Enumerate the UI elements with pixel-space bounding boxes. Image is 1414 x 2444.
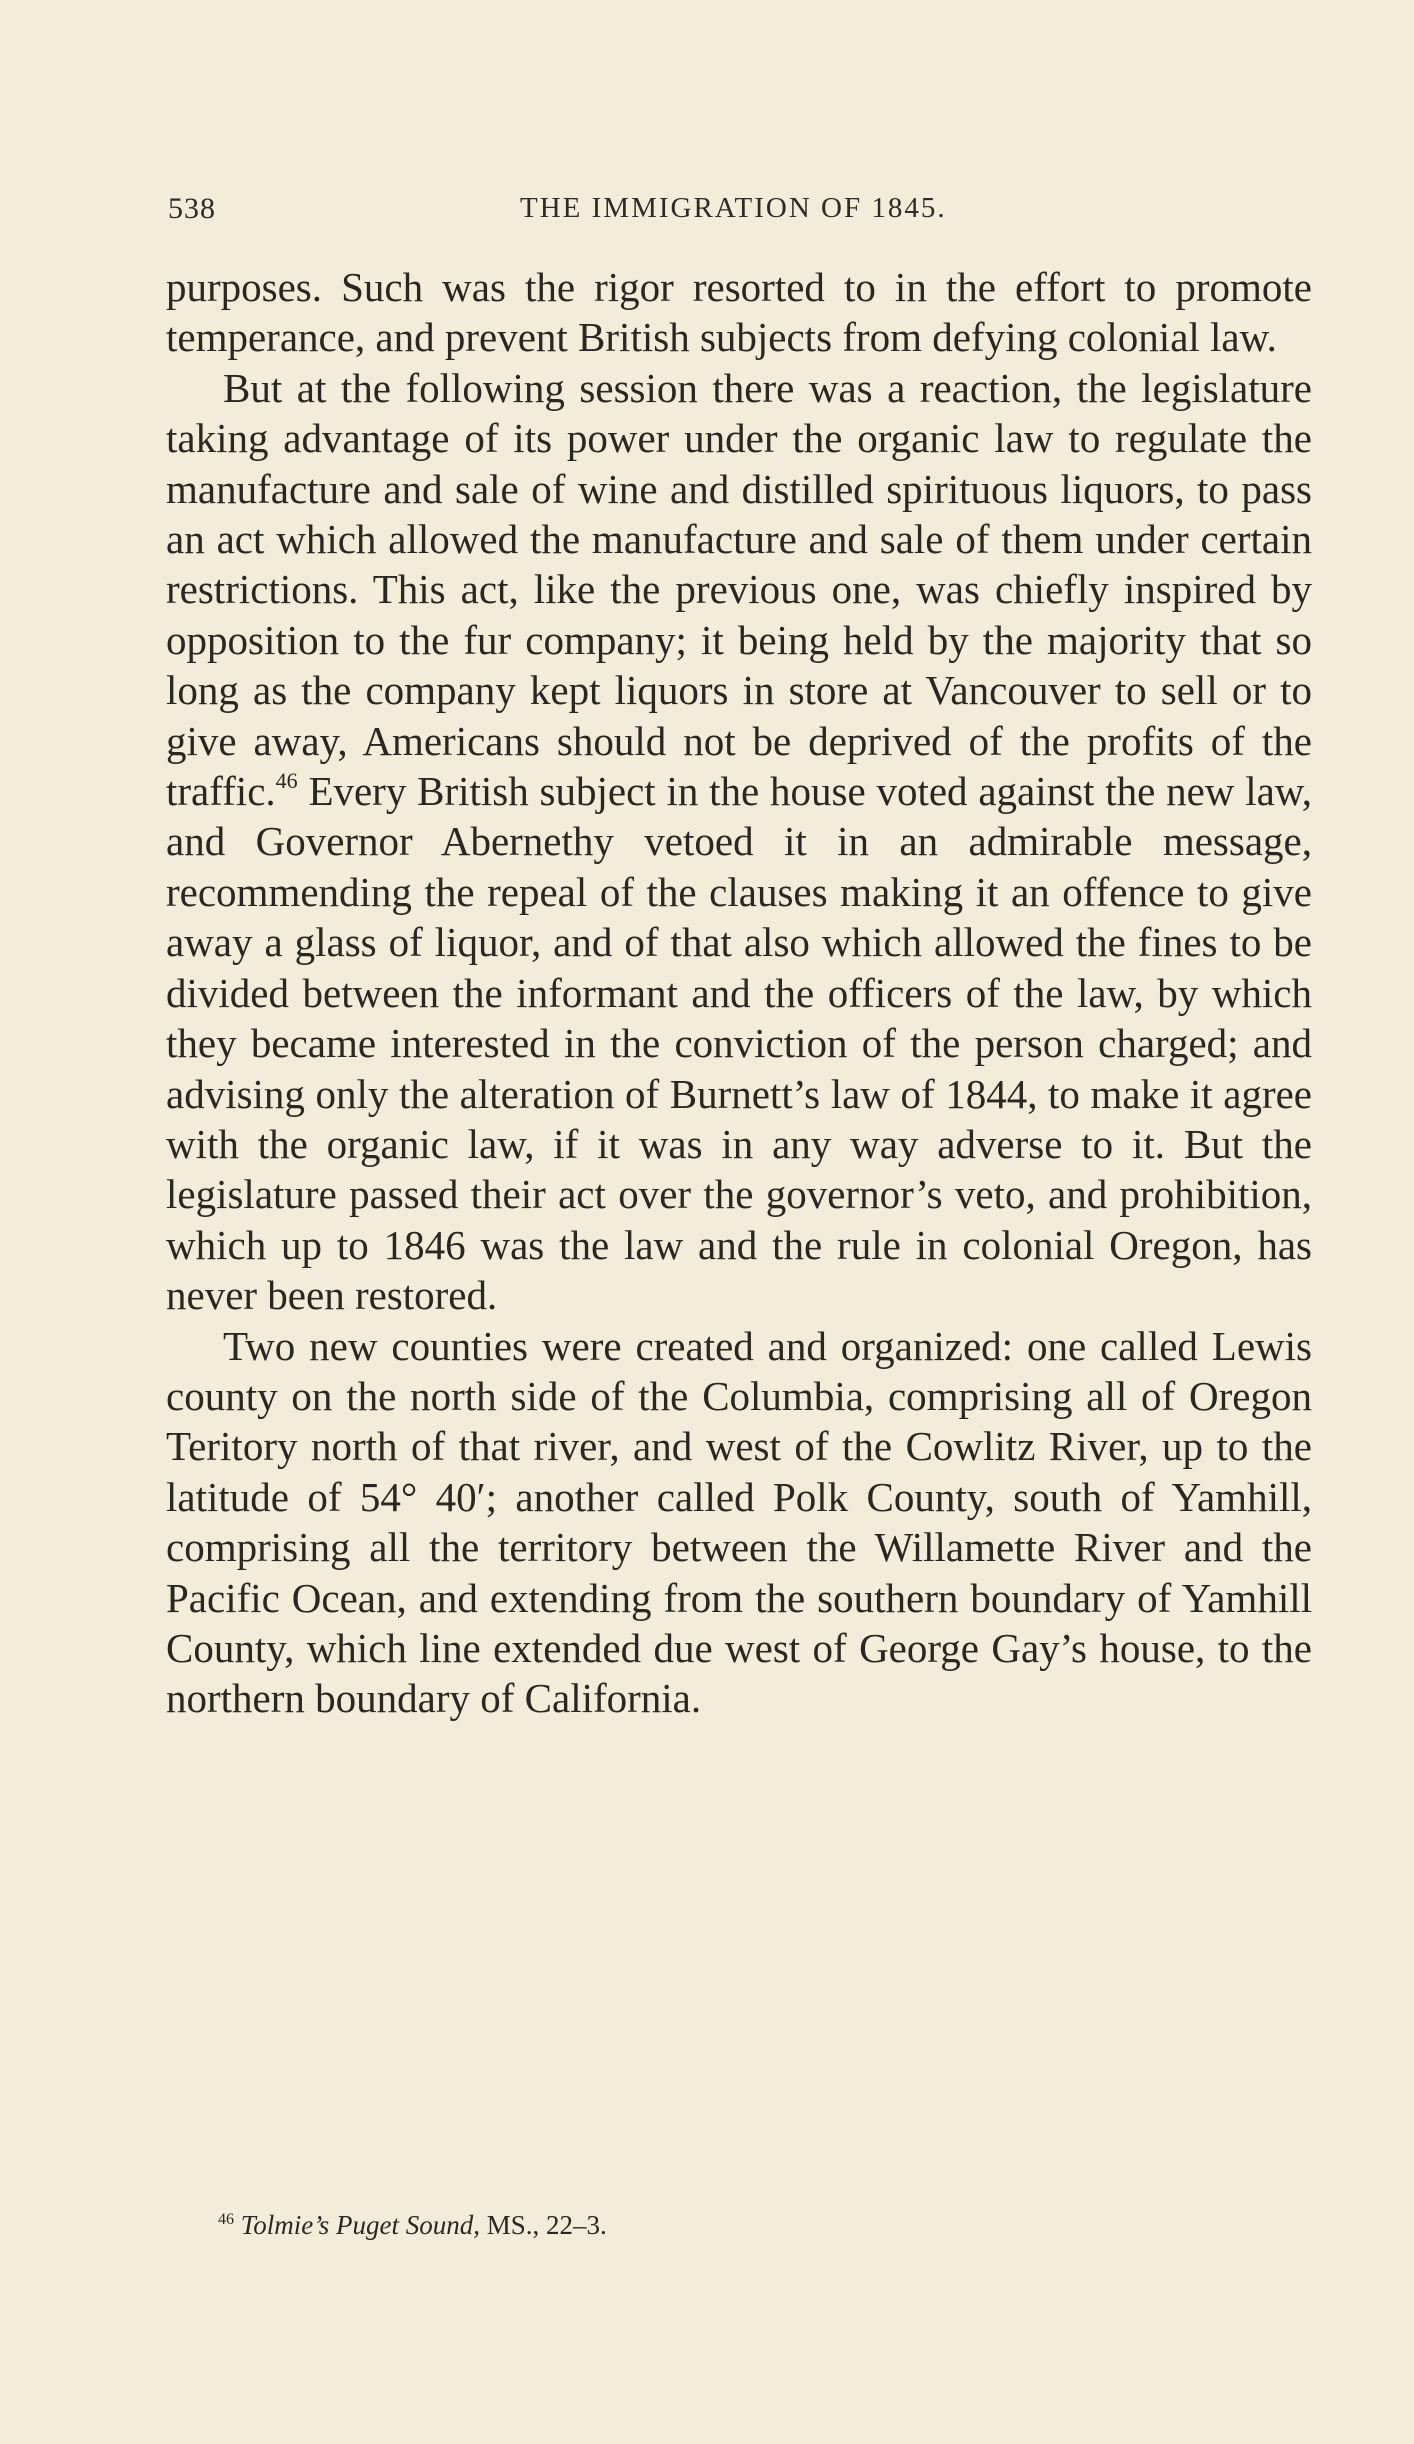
paragraph-2-part-1: But at the following session there was a reaction, the legislature taking advantage of its power under the organic law to regulate the manufacture and sale of wine and distilled spirituous liquors, to pass an act which allowed the manufacture and sale of them under certain restrictions. This act, like the previous one, was chiefly inspired by opposition to the fur company; it being held by the majority that so long as the company kept liquors in store at Vancouver to sell or to give away, Americans should not be deprived of the profits of the traffic. [166,364,1312,815]
paragraph-2 [166,363,1312,1321]
footnote-source-title: Tolmie’s Puget Sound, [240,2210,481,2240]
footnote-reference[interactable]: 46 [275,768,298,794]
running-head [168,192,1318,232]
footnote [218,2210,607,2241]
paragraph-3: Two new counties were created and organized: one called Lewis county on the north side of the Columbia, comprising all of Oregon Teritory north of that river, and west of the Cowlitz River, up to the latitude of 54° 40′; another called Polk County, south of Yamhill, comprising all the territory between the Willamette River and the Pacific Ocean, and extending from the southern boundary of Yamhill County, which line extended due west of George Gay’s house, to the northern boundary of California. [166,1322,1312,1722]
body-text [166,262,1312,1724]
paragraph-2-part-2: Every British subject in the house voted against the new law, and Governor Abernethy vetoed it in an admirable message, recommending the repeal of the clauses making it an offence to give away a glass of liquor, and of that also which allowed the fines to be divided between the informant and the officers of the law, by which they became interested in the conviction of the person charged; and advising only the alteration of Burnett’s law of 1844, to make it agree with the organic law, if it was in any way adverse to it. But the legislature passed their act over the governor’s veto, and prohibition, which up to 1846 was the law and the rule in colonial Oregon, has never been restored. [166,768,1312,1319]
paragraph-1: purposes. Such was the rigor resorted to in the effort to promote temperance, and prevent British subjects from defying colonial law. [166,264,1312,361]
footnote-number: 46 [218,2211,234,2228]
page-number: 538 [168,192,216,225]
footnote-source-rest: MS., 22–3. [480,2210,607,2240]
running-title: THE IMMIGRATION OF 1845. [520,192,947,224]
